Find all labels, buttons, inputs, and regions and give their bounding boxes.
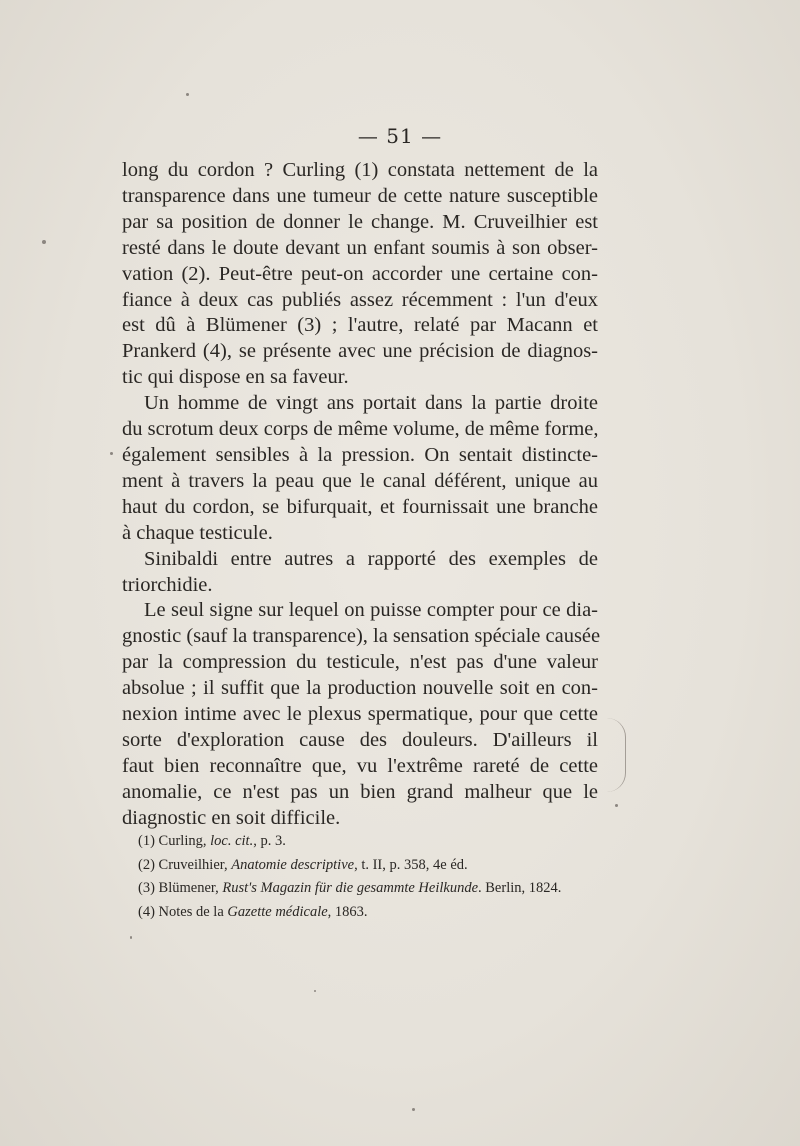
paper-speck [314, 990, 316, 992]
text-line: Le seul signe sur lequel on puisse compter pour ce dia- [144, 599, 598, 622]
text-line: diagnostic en soit difficile. [122, 806, 341, 829]
footnote: (3) Blümener, Rust's Magazin für die gesammte Heilkunde. Berlin, 1824. [138, 880, 562, 896]
text-line: absolue ; il suffit que la production nouvelle soit en con- [122, 677, 598, 700]
paper-speck [42, 240, 46, 244]
text-line: sorte d'exploration cause des douleurs. D'ailleurs il [122, 728, 598, 751]
text-line: faut bien reconnaître que, vu l'extrême rareté de cette [122, 754, 598, 777]
paper-speck [130, 936, 132, 939]
text-line: à chaque testicule. [122, 521, 273, 544]
text-line: Un homme de vingt ans portait dans la partie droite [144, 392, 598, 415]
text-line: vation (2). Peut-être peut-on accorder une certaine con- [122, 262, 598, 285]
text-line: Prankerd (4), se présente avec une précision de diagnos- [122, 340, 598, 363]
text-line: transparence dans une tumeur de cette nature susceptible [122, 184, 598, 207]
text-line: nexion intime avec le plexus spermatique, pour que cette [122, 703, 598, 726]
text-line: par la compression du testicule, n'est pas d'une valeur [122, 651, 598, 674]
paper-speck [412, 1108, 415, 1111]
paper-speck [110, 452, 113, 455]
footnote: (4) Notes de la Gazette médicale, 1863. [138, 903, 368, 920]
text-line: ment à travers la peau que le canal déférent, unique au [122, 469, 598, 492]
text-line: resté dans le doute devant un enfant soumis à son obser- [122, 236, 598, 259]
footnote: (2) Cruveilhier, Anatomie descriptive, t. II, p. 358, 4e éd. [138, 856, 468, 873]
text-line: long du cordon ? Curling (1) constata nettement de la [122, 159, 598, 181]
text-line: du scrotum deux corps de même volume, de même forme, [122, 418, 599, 441]
text-line: triorchidie. [122, 573, 213, 596]
body-text [122, 158, 601, 832]
text-line: anomalie, ce n'est pas un bien grand malheur que le [122, 780, 598, 803]
text-line: par sa position de donner le change. M. Cruveilhier est [122, 210, 598, 233]
margin-pencil-mark [607, 718, 626, 792]
text-line: également sensibles à la pression. On sentait distincte- [122, 443, 598, 466]
text-line: Sinibaldi entre autres a rapporté des exemples de [144, 547, 598, 570]
text-line: haut du cordon, se bifurquait, et fournissait une branche [122, 495, 598, 518]
footnotes [138, 830, 598, 924]
text-line: tic qui dispose en sa faveur. [122, 366, 349, 389]
text-line: est dû à Blümener (3) ; l'autre, relaté par Macann et [122, 314, 598, 337]
page-number: — 51 — [357, 124, 443, 148]
text-line: fiance à deux cas publiés assez récemment : l'un d'eux [122, 288, 598, 311]
footnote: (1) Curling, loc. cit., p. 3. [138, 833, 286, 849]
paper-speck [186, 93, 189, 96]
text-line: gnostic (sauf la transparence), la sensation spéciale causée [122, 625, 601, 648]
paper-speck [615, 804, 618, 807]
